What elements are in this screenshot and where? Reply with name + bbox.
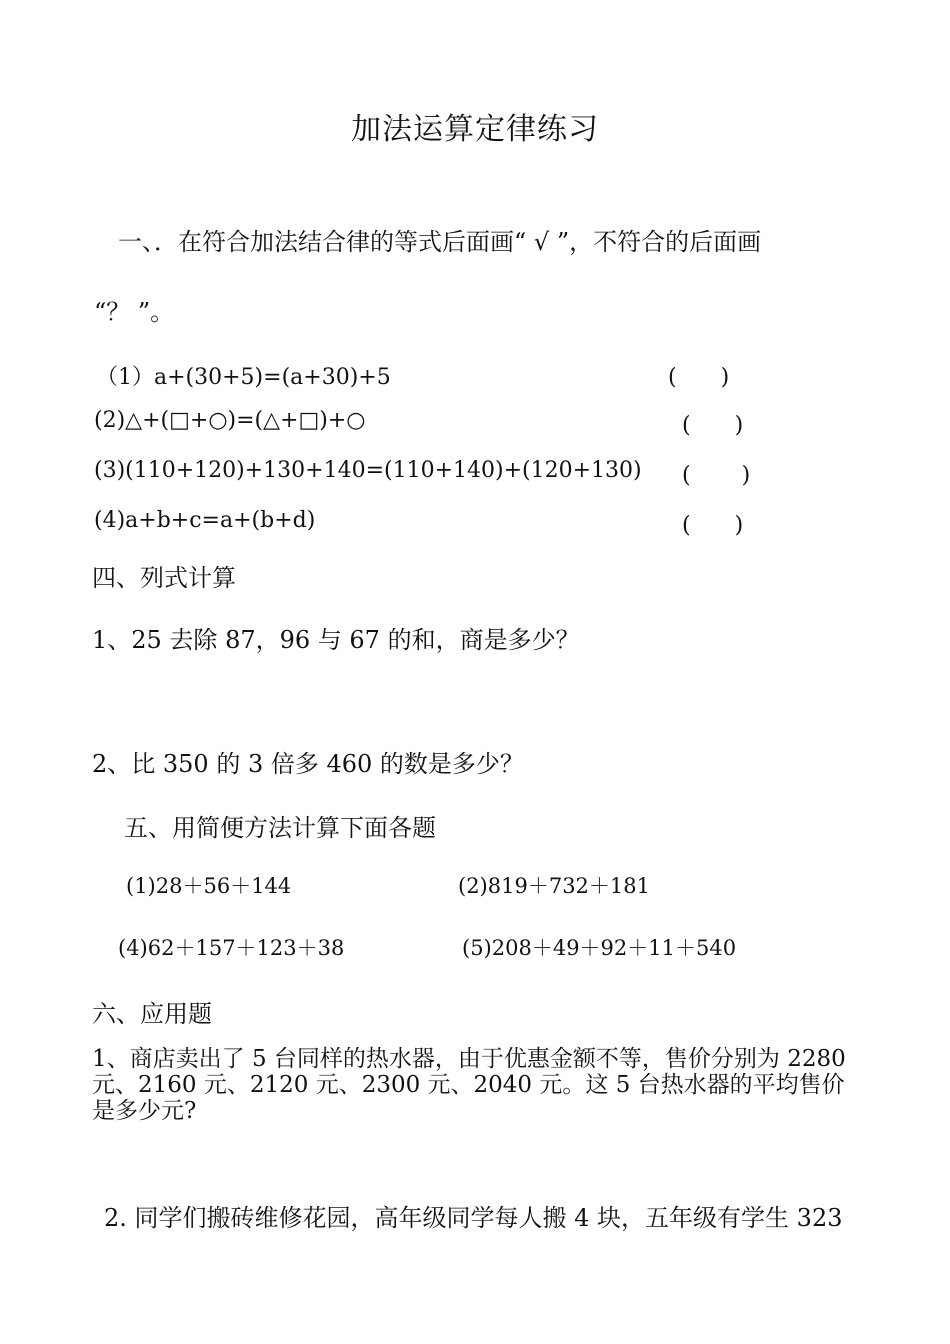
simplify-problem-2: (2)819＋732＋181 (458, 874, 650, 898)
section5-heading: 五、用简便方法计算下面各题 (124, 814, 436, 842)
simplify-problem-4: (4)62＋157＋123＋38 (118, 936, 345, 960)
section4-heading: 四、列式计算 (92, 564, 236, 592)
exercise-2-answer-blank[interactable]: ( ) (682, 413, 744, 438)
section4-question-2: 2、比 350 的 3 倍多 460 的数是多少？ (92, 750, 524, 778)
section4-question-1: 1、25 去除 87，96 与 67 的和，商是多少？ (92, 626, 580, 654)
exercise-1-answer-blank[interactable]: ( ) (668, 365, 730, 390)
exercise-3-answer-blank[interactable]: ( ) (682, 463, 751, 488)
application-question-2: 2. 同学们搬砖维修花园，高年级同学每人搬 4 块，五年级有学生 323 (104, 1204, 843, 1232)
exercise-4-answer-blank[interactable]: ( ) (682, 513, 744, 538)
exercise-4-expression: (4)a+b+c=a+(b+d) (94, 508, 316, 533)
exercise-3-expression: (3)(110+120)+130+140=(110+140)+(120+130) (94, 458, 642, 483)
simplify-problem-5: (5)208＋49＋92＋11＋540 (462, 936, 737, 960)
section6-heading: 六、应用题 (92, 1000, 212, 1028)
section1-heading-line2: “？ ”。 (94, 298, 175, 326)
exercise-2-expression: (2)△+(□+○)=(△+□)+○ (94, 408, 366, 433)
simplify-problem-1: (1)28＋56＋144 (126, 874, 292, 898)
exercise-1-expression: （1）a+(30+5)=(a+30)+5 (96, 365, 391, 390)
page-title: 加法运算定律练习 (351, 112, 599, 147)
section1-heading-line1: 一、．在符合加法结合律的等式后面画“ √ ”，不符合的后面画 (118, 228, 762, 256)
application-question-1: 1、商店卖出了 5 台同样的热水器，由于优惠金额不等，售价分别为 2280 元、2160 元、2120 元、2300 元、2040 元。这 5 台热水器的平均售价是多少元? (92, 1046, 846, 1124)
